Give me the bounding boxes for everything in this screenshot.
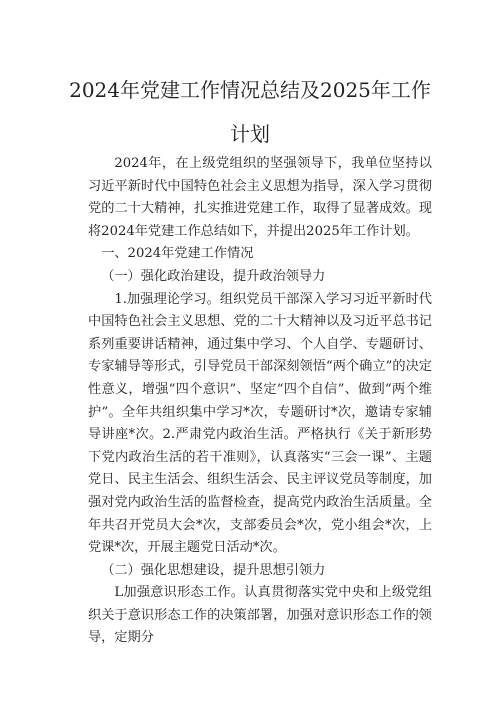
intro-paragraph: 2024年，在上级党组织的坚强领导下，我单位坚持以习近平新时代中国特色社会主义思想为指导，深入学习贯彻党的二十大精神，扎实推进党建工作，取得了显著成效。现将2024年党建工作总结如下，并提出2025年工作计划。: [88, 156, 432, 239]
subsection-heading-2: （二）强化思想建设，提升思想引领力: [101, 562, 326, 578]
document-body: [88, 153, 432, 650]
body-paragraph-2: L加强意识形态工作。认真贯彻落实党中央和上级党组织关于意识形态工作的决策部署，加强对意识形态工作的领导，定期分: [88, 585, 432, 646]
subsection-heading-1: （一）强化政治建设，提升政治领导力: [101, 268, 326, 284]
body-paragraph-1: 1.加强理论学习。组织党员干部深入学习习近平新时代中国特色社会主义思想、党的二十大精神以及习近平总书记系列重要讲话精神，通过集中学习、个人自学、专题研讨、专家辅导等形式，引导党员干部深刻领悟“两个确立”的决定性意义，增强“四个意识”、坚定“四个自信”、做到“两个维护”。全年共组织集中学习*次，专题研讨*次，邀请专家辅导讲座*次。2.严肃党内政治生活。严格执行《关于新形势下党内政治生活的若干准则》，认真落实“三会一课”、主题党日、民主生活会、组织生活会、民主评议党员等制度，加强对党内政治生活的监督检查，提高党内政治生活质量。全年共召开党员大会*次，支部委员会*次，党小组会*次，上党课*次，开展主题党日活动*次。: [88, 291, 432, 556]
document-title: 2024年党建工作情况总结及2025年工作计划: [69, 78, 431, 146]
section-heading-1: 一、2024年党建工作情况: [101, 246, 254, 262]
